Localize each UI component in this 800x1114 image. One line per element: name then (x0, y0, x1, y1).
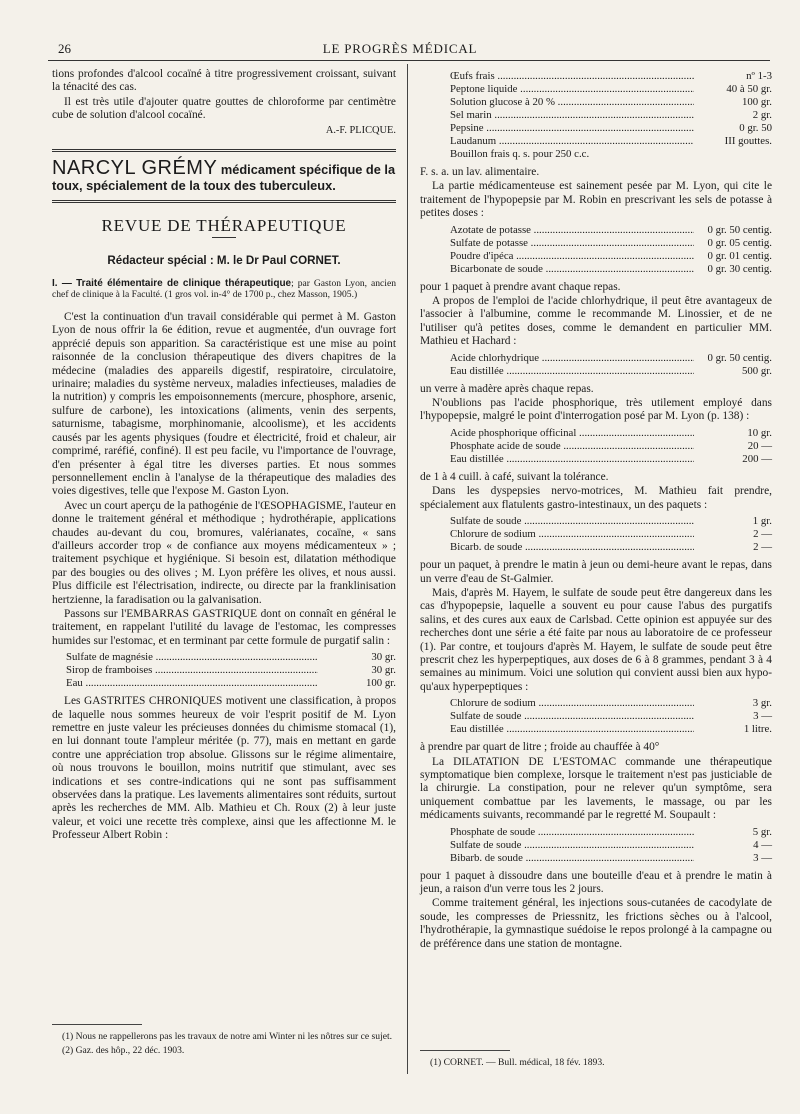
prescription-row: Œufs frais ..... nº 1-3 (450, 70, 772, 83)
page-number: 26 (58, 41, 71, 56)
prescription-row: Sulfate de potasse ..... 0 gr. 05 centig. (450, 237, 772, 250)
footnotes-right (420, 1050, 772, 1071)
prescription (450, 826, 772, 865)
prescription-row: Azotate de potasse ..... 0 gr. 50 centig. (450, 224, 772, 237)
prescription-row: Chlorure de sodium ..... 3 gr. (450, 697, 772, 710)
prescription-row: Bicarb. de soude ..... 2 — (450, 541, 772, 554)
prescription (450, 515, 772, 554)
prescription-row: Eau distillée ..... 1 litre. (450, 723, 772, 736)
title-rule (212, 237, 236, 238)
running-title: LE PROGRÈS MÉDICAL (322, 41, 478, 56)
prescription (450, 427, 772, 466)
column-divider (407, 64, 408, 1074)
prescription (450, 224, 772, 276)
paragraph: Mais, d'après M. Hayem, le sulfate de soude peut être dangereux dans les cas d'hypopepsie, laquelle a souvent eu pour cause l'abus des purgatifs salins, et des cures aux eaux de Carlsbad. Cette opinion est appuyée sur des recherches dont une série a été faite par nous au laboratoire de ce professeur (1). Par contre, et toujours d'après M. Hayem, le sulfate de soude peut être prescrit chez les hyperpeptiques, aux doses de 6 à 8 grammes, pendant 3 à 4 semaines au minimum. Voici une solution qui convient aussi bien aux hypo- qu'aux hyperpeptiques : (420, 586, 772, 693)
paragraph: Dans les dyspepsies nervo-motrices, M. Mathieu fait prendre, spécialement aux flatulents gastro-intestinaux, un des paquets : (420, 485, 772, 511)
paragraph: C'est la continuation d'un travail considérable qui permet à M. Gaston Lyon de nous offrir la 6e édition, revue et augmentée, d'un ouvrage fort apprécié depuis son apparition. Sa caractéristique est une mise au point raisonnée de la conclusion thérapeutique des divers chapitres de la médecine (maladies des appareils digestif, respiratoire, circulatoire, urinaire; maladies du système nerveux, maladies infectieuses, maladies de la nutrition) y compris les empoisonnements (mercure, phosphore, arsenic, sulfure de carbone), les intoxications (aliments, venin des serpents, saturnisme, tabagisme, morphinomanie, alcoolisme), et les accidents causés par les agents physiques (foudre et électricité, froid et chaleur, air comprimé, raréfié, confiné). Il est peu facile, vu l'importance de l'ouvrage, d'en présenter à égal titre les diverses parties. Et nous sommes personnellement enclin à l'analyse de la thérapeutique des maladies des voies digestives, telle que l'expose M. Gaston Lyon. (52, 311, 396, 498)
footnotes-left (52, 1024, 396, 1059)
paragraph: La DILATATION DE L'ESTOMAC commande une thérapeutique symptomatique bien complexe, lorsque le traitement n'est pas justiciable de la chirurgie. La constipation, pour ne relever qu'un symptôme, sera uniquement combattue par les lavements, le massage, ou par les médicaments suivants, recommandé par le regretté M. Soupault : (420, 755, 772, 822)
footnote: (1) Nous ne rappellerons pas les travaux de notre ami Winter ni les nôtres sur ce sujet. (62, 1031, 393, 1042)
prescription-row: Eau distillée ..... 500 gr. (450, 365, 772, 378)
prescription-row: Eau ..... 100 gr. (66, 677, 396, 690)
prescription-note: de 1 à 4 cuill. à café, suivant la tolérance. (420, 470, 609, 483)
footnote: (1) CORNET. — Bull. médical, 18 fév. 1893. (430, 1057, 605, 1068)
continued-paragraph: tions profondes d'alcool cocaïné à titre progressivement croissant, suivant la ténacité des cas. (52, 68, 396, 94)
prescription-row: Phosphate acide de soude ..... 20 — (450, 440, 772, 453)
prescription-row: Acide chlorhydrique ..... 0 gr. 50 centig. (450, 352, 772, 365)
page-header (48, 38, 752, 60)
ad-rule-bottom (52, 200, 396, 203)
ad-brand: NARCYL GRÉMY (52, 157, 218, 180)
prescription-row: Sel marin ..... 2 gr. (450, 109, 772, 122)
footnote-rule (420, 1050, 510, 1051)
prescription-note: pour 1 paquet à dissoudre dans une bouteille d'eau et à prendre le matin à jeun, a raison d'un verre tous les 2 jours. (420, 869, 772, 895)
prescription-row: Eau distillée ..... 200 — (450, 453, 772, 466)
prescription-row: Laudanum ..... III gouttes. (450, 135, 772, 148)
book-reference (52, 278, 396, 301)
prescription (450, 352, 772, 378)
prescription (450, 697, 772, 736)
prescription-row: Bouillon frais q. s. pour 250 c.c. (450, 148, 590, 160)
prescription-note: pour un paquet, à prendre le matin à jeun ou demi-heure avant le repas, dans un verre d'eau de St-Galmier. (420, 559, 772, 585)
prescription-row: Sirop de framboises ..... 30 gr. (66, 664, 396, 677)
prescription-note: un verre à madère après chaque repas. (420, 382, 594, 395)
prescription-note: F. s. a. un lav. alimentaire. (420, 166, 540, 178)
footnote: (2) Gaz. des hôp., 22 déc. 1903. (62, 1045, 185, 1056)
paragraph: A propos de l'emploi de l'acide chlorhydrique, il peut être avantageux de l'associer à l'albumine, comme le recommande M. Linossier, et de ne l'utiliser qu'à petites doses, comme le demandent en particulier MM. Mathieu et Hachard : (420, 295, 772, 348)
paragraph: Comme traitement général, les injections sous-cutanées de cacodylate de soude, les compresses de Priessnitz, les frictions sèches ou à l'alcool, l'hydrothérapie, la gymnastique suédoise le repos prolongé à la campagne ou de préférence dans une station de montagne. (420, 897, 772, 950)
book-details: ; par Gaston Lyon, ancien chef de clinique à la Faculté. (1 gros vol. in-4° de 1700 p., chez Masson, 1905.) (52, 277, 396, 301)
prescription (66, 651, 396, 690)
prescription-row: Phosphate de soude ..... 5 gr. (450, 826, 772, 839)
prescription-row: Sulfate de soude ..... 4 — (450, 839, 772, 852)
prescription-row: Bicarbonate de soude ..... 0 gr. 30 centig. (450, 263, 772, 276)
paragraph: Passons sur l'EMBARRAS GASTRIQUE dont on connaît en général le traitement, en rappelant l'utilité du lavage de l'estomac, les compresses humides sur l'estomac, et en terminant par cette formule de purgatif salin : (52, 607, 396, 647)
section-title: REVUE DE THÉRAPEUTIQUE (101, 216, 347, 236)
prescription-note: pour 1 paquet à prendre avant chaque repas. (420, 280, 621, 293)
prescription (450, 70, 772, 161)
section-editor: Rédacteur spécial : M. le Dr Paul CORNET. (107, 254, 341, 268)
prescription-row: Sulfate de magnésie ..... 30 gr. (66, 651, 396, 664)
paragraph: Avec un court aperçu de la pathogénie de l'ŒSOPHAGISME, l'auteur en donne le traitement général et méthodique ; hydrothérapie, applications chaudes au-devant du cou, bromures, valérianates, cocaïne, « sans d'ailleurs accorder trop « de confiance aux moyens médicamenteux » ; traitement psychique et hygiénique. Si besoin est, dilatation méthodique par des bougies ou des olives ; M. Lyon préfère les olives, et nous aussi. Plus difficile est l'électrisation, indirecte, ou directe par la franklinisation hertzienne, la faradisation ou la galvanisation. (52, 499, 396, 606)
prescription-row: Bibarb. de soude ..... 3 — (450, 852, 772, 865)
advertisement (52, 155, 396, 197)
paragraph: La partie médicamenteuse est sainement pesée par M. Lyon, qui cite le traitement de l'hypopepsie par M. Robin en prescrivant les sels de potasse à petites doses : (420, 180, 772, 220)
signature: A.-F. PLICQUE. (325, 124, 396, 136)
paragraph: N'oublions pas l'acide phosphorique, très utilement employé dans l'hypopepsie, malgré le point d'interrogation posé par M. Lyon (p. 138) : (420, 397, 772, 423)
book-title: I. — Traité élémentaire de clinique thérapeutique (52, 277, 292, 289)
paragraph: Il est très utile d'ajouter quatre gouttes de chloroforme par centimètre cube de solution d'alcool cocaïné. (52, 95, 396, 122)
header-rule (48, 60, 770, 61)
prescription-row: Pepsine ..... 0 gr. 50 (450, 122, 772, 135)
right-column (420, 68, 772, 952)
footnote-rule (52, 1024, 142, 1025)
prescription-row: Sulfate de soude ..... 3 — (450, 710, 772, 723)
left-column (52, 68, 396, 844)
prescription-row: Peptone liquide ..... 40 à 50 gr. (450, 83, 772, 96)
paragraph: Les GASTRITES CHRONIQUES motivent une classification, à propos de laquelle nous sommes heureux de voir l'esprit positif de M. Lyon remettre en juste valeur les précieuses données du chimisme stomacal (1), en lui donnant toute l'ampleur méritée (p. 77), mais en mettant en garde contre une appréciation trop absolue. Glissons sur le régime alimentaire, où nous trouvons le bouillon, moins nutritif que stimulant, avec ses indications et ses contre-indications qui ne sont pas suffisamment observées dans la pratique. Les lavements alimentaires sont réduits, surtout après les recherches de MM. Alb. Mathieu et Ch. Roux (2) à leur juste valeur, et voici une recette très complexe, ainsi que les affectionne M. le Professeur Albert Robin : (52, 695, 396, 842)
ad-rule-top (52, 149, 396, 152)
prescription-row: Chlorure de sodium ..... 2 — (450, 528, 772, 541)
prescription-row: Acide phosphorique officinal ..... 10 gr. (450, 427, 772, 440)
prescription-row: Solution glucose à 20 % ..... 100 gr. (450, 96, 772, 109)
ad-text: médicament spécifique de la toux, spécialement de la toux des tuberculeux. (52, 162, 396, 193)
prescription-note: à prendre par quart de litre ; froide au chauffée à 40° (420, 741, 660, 754)
prescription-row: Sulfate de soude ..... 1 gr. (450, 515, 772, 528)
prescription-row: Poudre d'ipéca ..... 0 gr. 01 centig. (450, 250, 772, 263)
